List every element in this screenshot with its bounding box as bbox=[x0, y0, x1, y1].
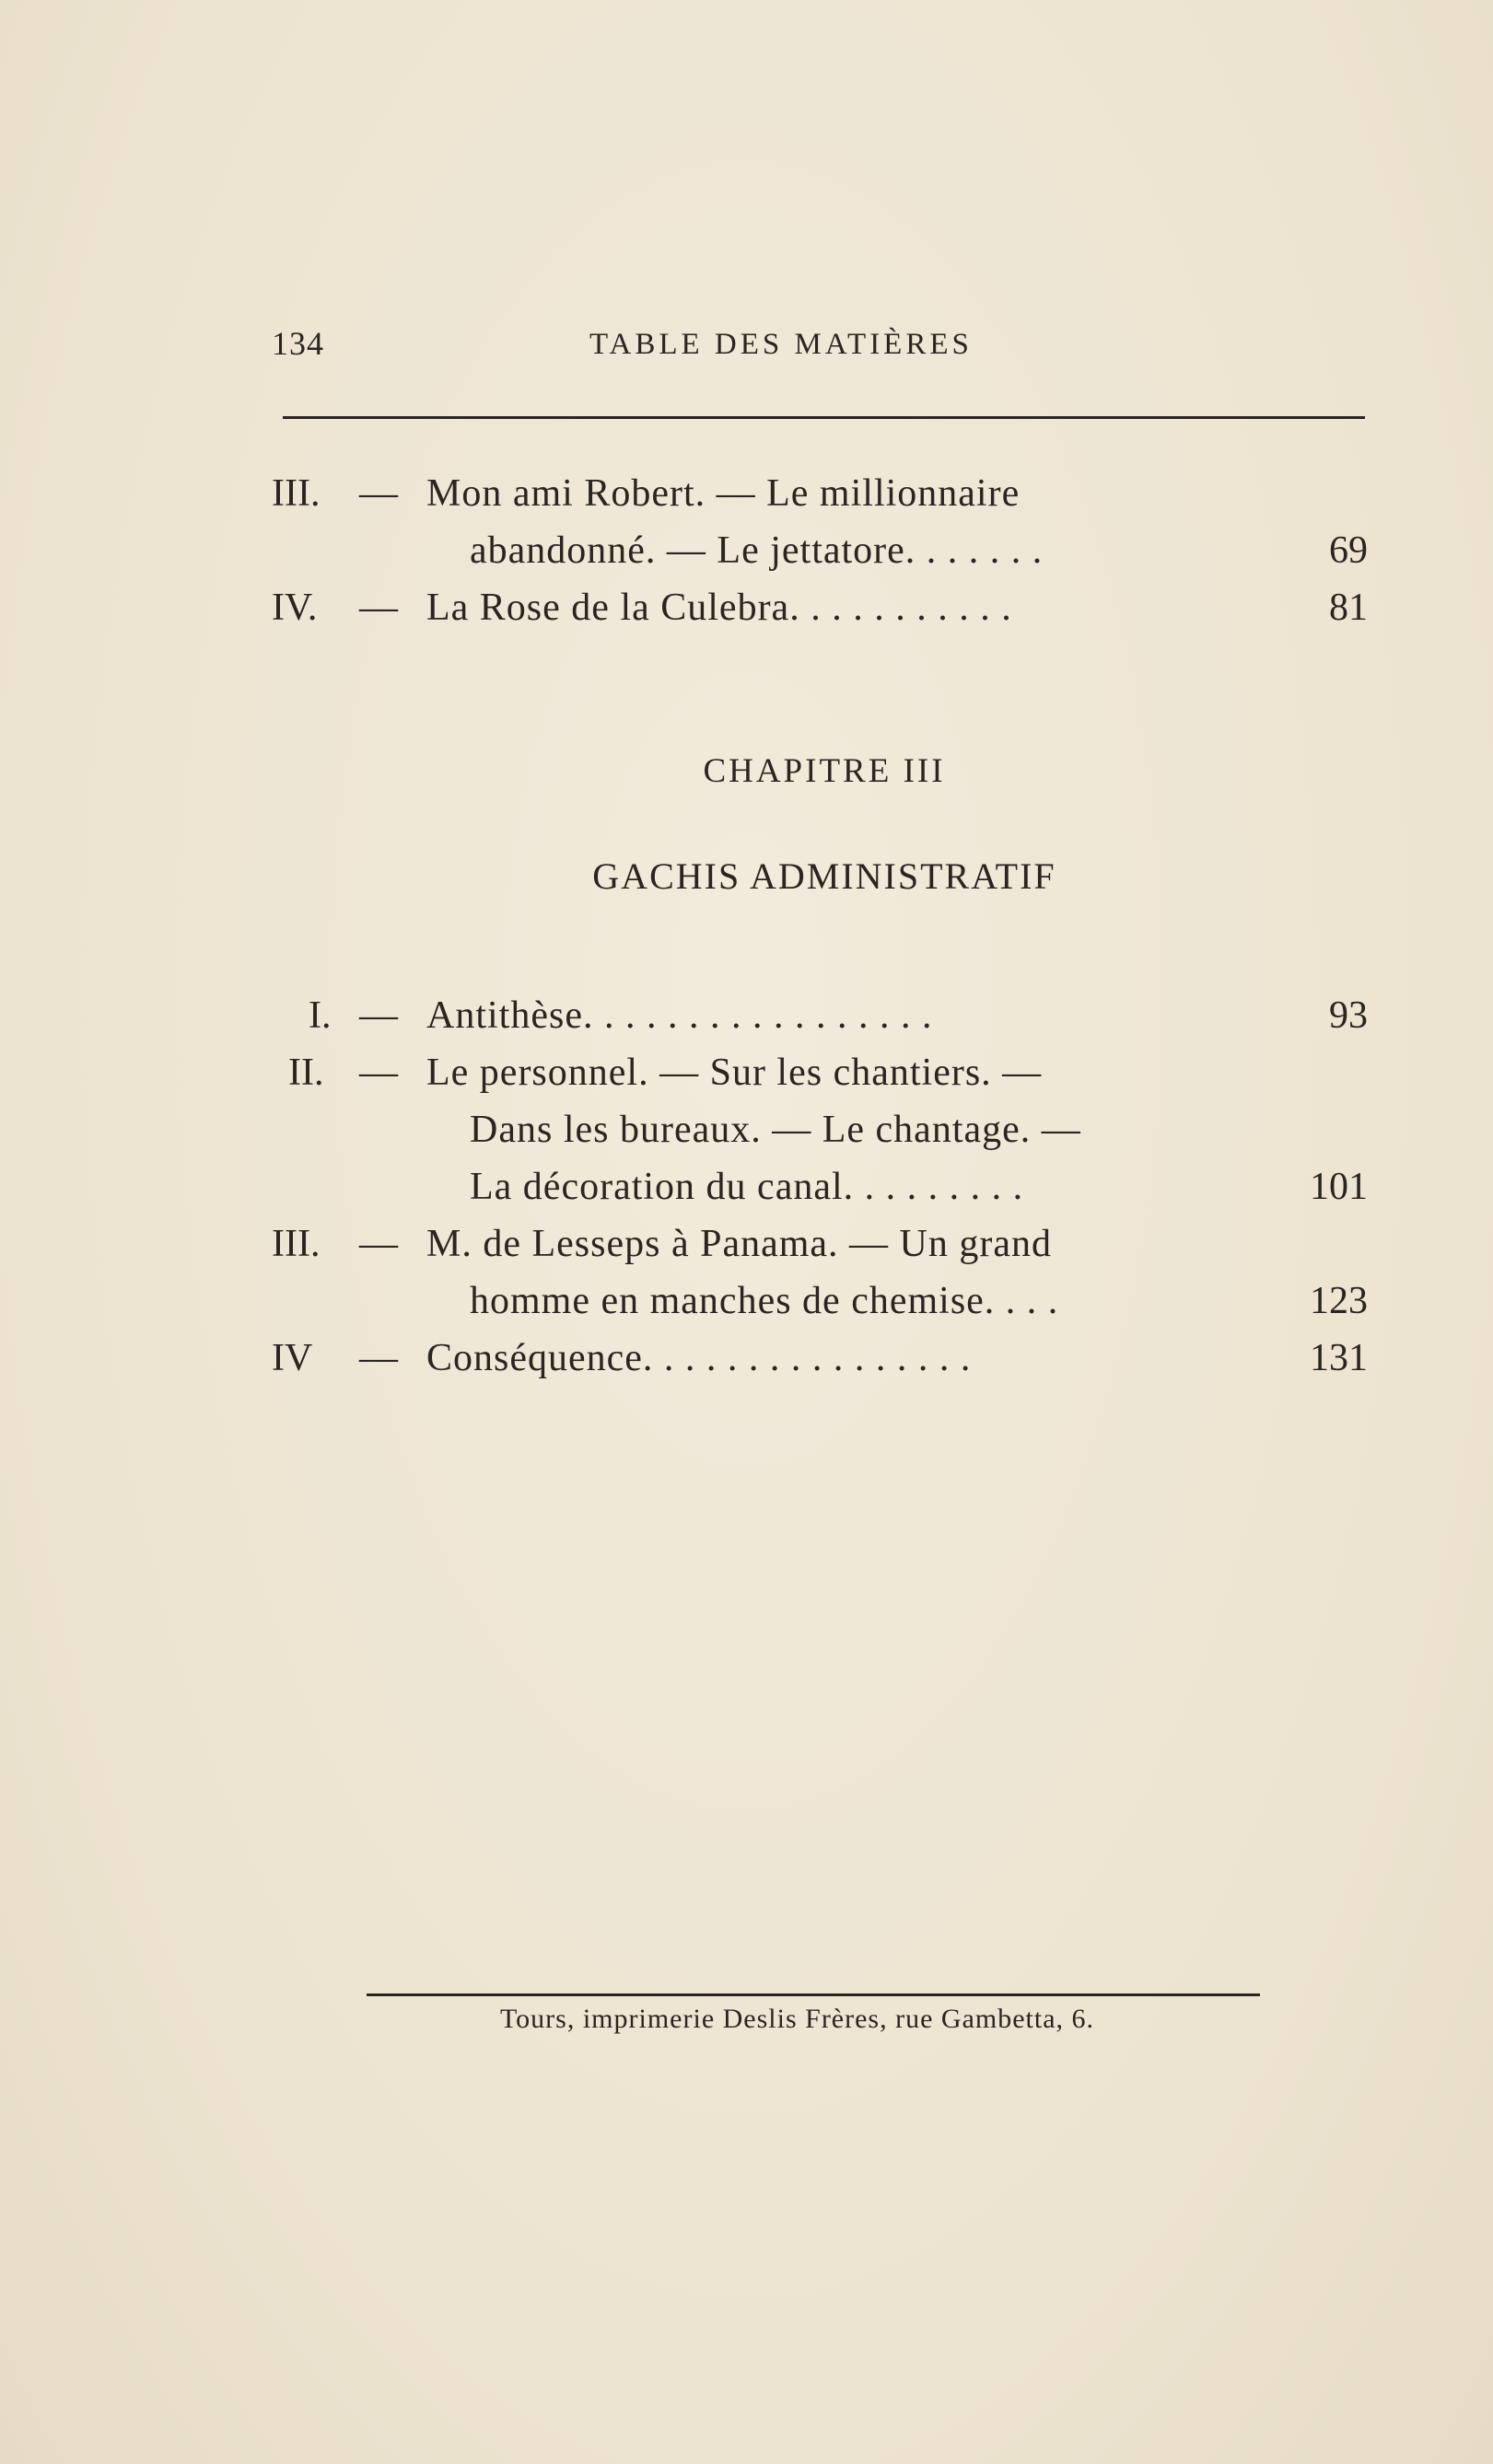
running-title: TABLE DES MATIÈRES bbox=[589, 328, 973, 361]
entry-title: La décoration du canal. . . . . . . . . bbox=[470, 1166, 1024, 1208]
entry-title: M. de Lesseps à Panama. — Un grand bbox=[426, 1223, 1053, 1265]
entry-number: IV. bbox=[272, 587, 318, 629]
entry-number: III. bbox=[272, 472, 321, 515]
entry-dash: — bbox=[359, 1337, 398, 1379]
entry-title: Conséquence. . . . . . . . . . . . . . . . bbox=[426, 1337, 972, 1379]
entry-page: 101 bbox=[1310, 1166, 1368, 1208]
printer-colophon bbox=[0, 2004, 1493, 2035]
toc-entry bbox=[272, 1330, 1368, 1387]
header-rule bbox=[283, 416, 1365, 419]
page-header bbox=[272, 324, 1368, 370]
entry-page: 123 bbox=[1310, 1280, 1368, 1322]
entry-title: Le personnel. — Sur les chantiers. — bbox=[426, 1052, 1043, 1094]
toc-entry-continuation bbox=[272, 522, 1368, 579]
entry-title: homme en manches de chemise. . . . bbox=[470, 1280, 1059, 1322]
toc-section-previous bbox=[272, 465, 1368, 636]
chapter-title: GACHIS ADMINISTRATIF bbox=[592, 855, 1056, 897]
entry-number: II. bbox=[288, 1052, 324, 1094]
colophon-text: Tours, imprimerie Deslis Frères, rue Gambetta, 6. bbox=[499, 2004, 1095, 2034]
entry-title: Mon ami Robert. — Le millionnaire bbox=[426, 472, 1021, 515]
page-number: 134 bbox=[272, 325, 324, 362]
toc-entry-continuation bbox=[272, 1273, 1368, 1330]
entry-number: I. bbox=[309, 994, 332, 1037]
entry-dash: — bbox=[359, 1052, 398, 1094]
entry-page: 69 bbox=[1329, 529, 1368, 572]
toc-entry-continuation bbox=[272, 1101, 1368, 1158]
entry-title: Dans les bureaux. — Le chantage. — bbox=[470, 1109, 1081, 1151]
entry-page: 81 bbox=[1329, 587, 1368, 629]
entry-dash: — bbox=[359, 994, 398, 1037]
entry-title: La Rose de la Culebra. . . . . . . . . . . bbox=[426, 587, 1012, 629]
toc-entry bbox=[272, 1215, 1368, 1273]
entry-dash: — bbox=[359, 472, 398, 515]
toc-entry bbox=[272, 987, 1368, 1044]
toc-entry-continuation bbox=[272, 1158, 1368, 1215]
colophon-rule bbox=[367, 1993, 1260, 1996]
entry-title: Antithèse. . . . . . . . . . . . . . . . . bbox=[426, 994, 933, 1037]
entry-page: 93 bbox=[1329, 994, 1368, 1037]
toc-entry bbox=[272, 579, 1368, 636]
entry-dash: — bbox=[359, 587, 398, 629]
entry-title: abandonné. — Le jettatore. . . . . . . bbox=[470, 529, 1044, 572]
toc-entry bbox=[272, 1044, 1368, 1101]
entry-number: III. bbox=[272, 1223, 321, 1265]
toc-section-chapter-3 bbox=[272, 987, 1368, 1387]
entry-page: 131 bbox=[1310, 1337, 1368, 1379]
toc-entry bbox=[272, 465, 1368, 522]
entry-number: IV bbox=[272, 1337, 313, 1379]
chapter-label: CHAPITRE III bbox=[703, 752, 946, 790]
entry-dash: — bbox=[359, 1223, 398, 1265]
